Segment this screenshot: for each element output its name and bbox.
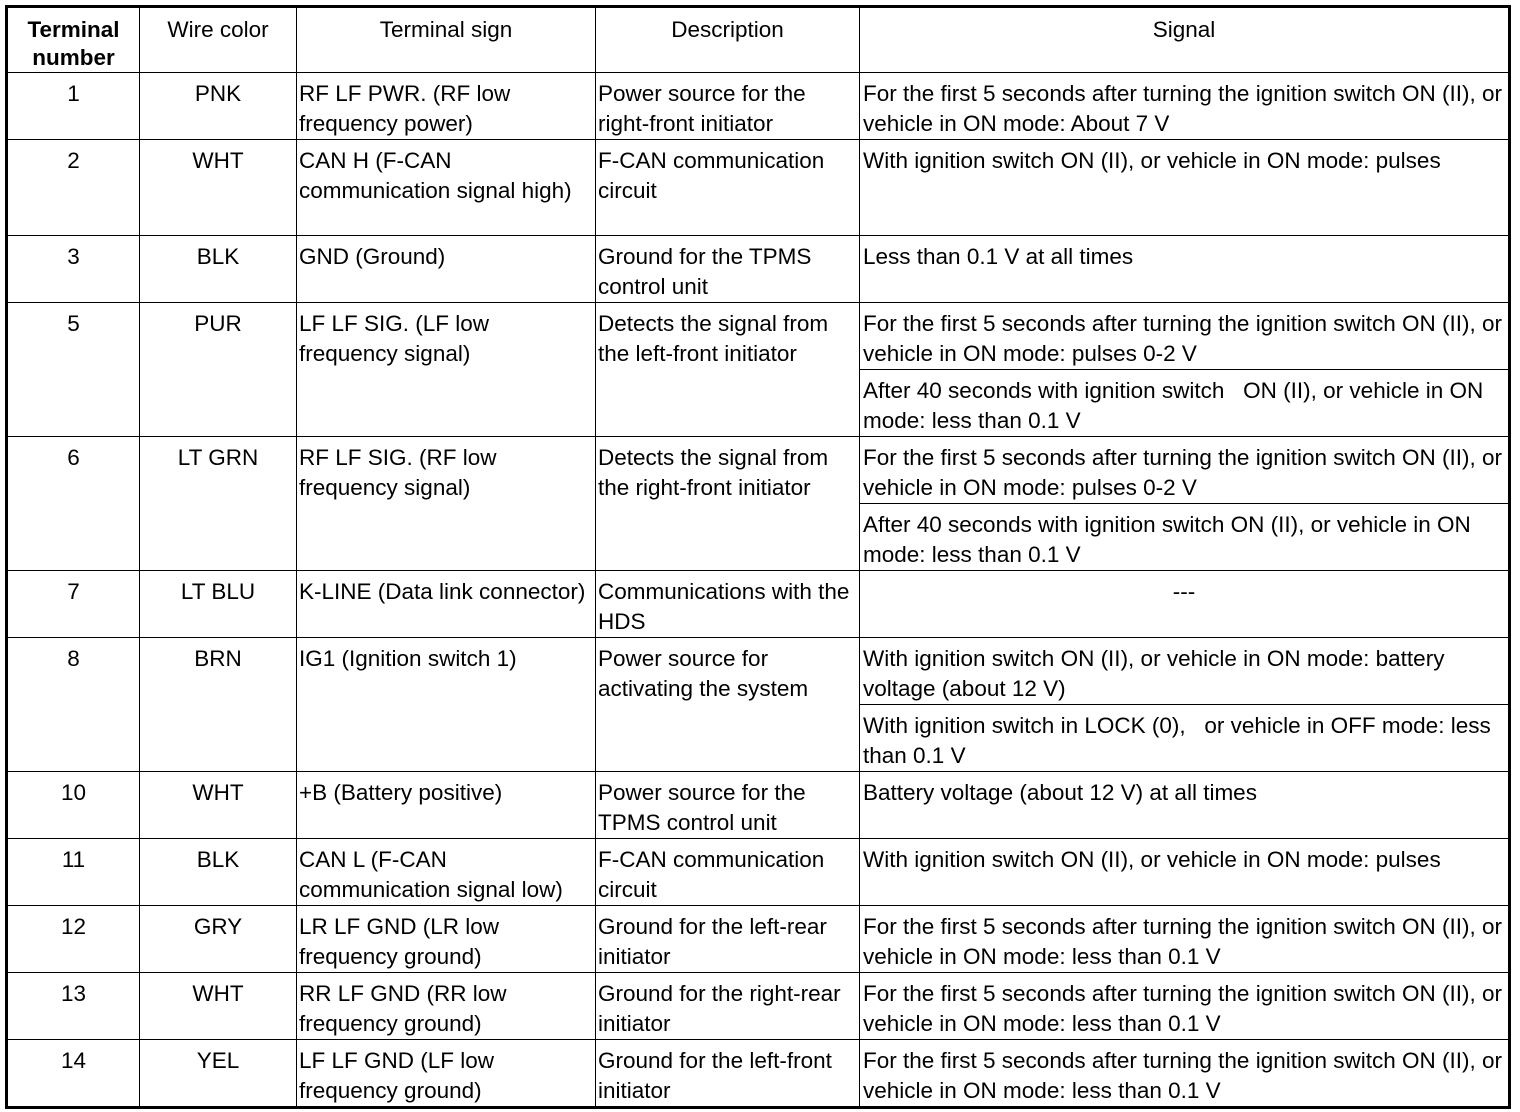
signal-cell: With ignition switch ON (II), or vehicle in ON mode: battery voltage (about 12 V) [860,638,1510,705]
table-row [7,437,1510,504]
description-cell: Detects the signal from the right-front initiator [596,437,860,571]
wire-color-cell: PNK [140,73,297,140]
terminal-number-cell: 7 [7,571,140,638]
table-row [7,73,1510,140]
table-row [7,571,1510,638]
wire-color-cell: LT GRN [140,437,297,571]
terminal-sign-cell: RF LF PWR. (RF low frequency power) [297,73,596,140]
signal-cell: After 40 seconds with ignition switch ON (II), or vehicle in ON mode: less than 0.1 V [860,504,1510,571]
wire-color-cell: BRN [140,638,297,772]
terminal-number-cell: 10 [7,772,140,839]
signal-cell: For the first 5 seconds after turning the ignition switch ON (II), or vehicle in ON mode: less than 0.1 V [860,906,1510,973]
terminal-number-cell: 1 [7,73,140,140]
terminal-sign-cell: IG1 (Ignition switch 1) [297,638,596,772]
description-cell: Ground for the right-rear initiator [596,973,860,1040]
terminal-number-cell: 14 [7,1040,140,1108]
signal-cell: Battery voltage (about 12 V) at all times [860,772,1510,839]
terminal-sign-cell: +B (Battery positive) [297,772,596,839]
wire-color-cell: PUR [140,303,297,437]
table-row [7,973,1510,1040]
header-signal: Signal [860,7,1510,73]
signal-cell: For the first 5 seconds after turning the ignition switch ON (II), or vehicle in ON mode: About 7 V [860,73,1510,140]
table-row [7,839,1510,906]
terminal-sign-cell: RF LF SIG. (RF low frequency signal) [297,437,596,571]
table-body [7,73,1510,1108]
signal-cell: For the first 5 seconds after turning the ignition switch ON (II), or vehicle in ON mode: less than 0.1 V [860,1040,1510,1108]
header-description: Description [596,7,860,73]
wire-color-cell: WHT [140,772,297,839]
table-row [7,638,1510,705]
terminal-number-cell: 12 [7,906,140,973]
wire-color-cell: WHT [140,140,297,236]
terminal-sign-cell: GND (Ground) [297,236,596,303]
terminal-number-cell: 13 [7,973,140,1040]
table-row [7,772,1510,839]
terminal-number-cell: 6 [7,437,140,571]
table-row [7,1040,1510,1108]
wire-color-cell: YEL [140,1040,297,1108]
description-cell: Ground for the TPMS control unit [596,236,860,303]
terminal-sign-cell: LF LF GND (LF low frequency ground) [297,1040,596,1108]
description-cell: Power source for the right-front initiator [596,73,860,140]
signal-cell: With ignition switch ON (II), or vehicle in ON mode: pulses [860,140,1510,236]
signal-cell: For the first 5 seconds after turning the ignition switch ON (II), or vehicle in ON mode: less than 0.1 V [860,973,1510,1040]
description-cell: Power source for activating the system [596,638,860,772]
terminal-number-cell: 5 [7,303,140,437]
terminal-sign-cell: CAN H (F-CAN communication signal high) [297,140,596,236]
terminal-number-cell: 2 [7,140,140,236]
description-cell: F-CAN communication circuit [596,839,860,906]
terminal-number-cell: 3 [7,236,140,303]
terminal-sign-cell: LR LF GND (LR low frequency ground) [297,906,596,973]
description-cell: Ground for the left-rear initiator [596,906,860,973]
description-cell: Detects the signal from the left-front initiator [596,303,860,437]
description-cell: Communications with the HDS [596,571,860,638]
wire-color-cell: LT BLU [140,571,297,638]
table-row [7,140,1510,236]
description-cell: Ground for the left-front initiator [596,1040,860,1108]
signal-cell: After 40 seconds with ignition switch ON (II), or vehicle in ON mode: less than 0.1 V [860,370,1510,437]
signal-cell: For the first 5 seconds after turning the ignition switch ON (II), or vehicle in ON mode: pulses 0-2 V [860,303,1510,370]
terminal-sign-cell: CAN L (F-CAN communication signal low) [297,839,596,906]
description-cell: F-CAN communication circuit [596,140,860,236]
terminal-table [5,5,1511,1109]
header-terminal-number: Terminal number [7,7,140,73]
header-wire-color: Wire color [140,7,297,73]
description-cell: Power source for the TPMS control unit [596,772,860,839]
signal-cell: With ignition switch in LOCK (0), or vehicle in OFF mode: less than 0.1 V [860,705,1510,772]
wire-color-cell: WHT [140,973,297,1040]
table-row [7,236,1510,303]
wire-color-cell: GRY [140,906,297,973]
header-row [7,7,1510,73]
signal-cell: With ignition switch ON (II), or vehicle in ON mode: pulses [860,839,1510,906]
table-row [7,303,1510,370]
signal-cell: --- [860,571,1510,638]
wire-color-cell: BLK [140,839,297,906]
terminal-sign-cell: RR LF GND (RR low frequency ground) [297,973,596,1040]
terminal-sign-cell: K-LINE (Data link connector) [297,571,596,638]
signal-cell: Less than 0.1 V at all times [860,236,1510,303]
header-terminal-sign: Terminal sign [297,7,596,73]
signal-cell: For the first 5 seconds after turning the ignition switch ON (II), or vehicle in ON mode: pulses 0-2 V [860,437,1510,504]
table-row [7,906,1510,973]
terminal-number-cell: 11 [7,839,140,906]
terminal-sign-cell: LF LF SIG. (LF low frequency signal) [297,303,596,437]
terminal-number-cell: 8 [7,638,140,772]
wire-color-cell: BLK [140,236,297,303]
